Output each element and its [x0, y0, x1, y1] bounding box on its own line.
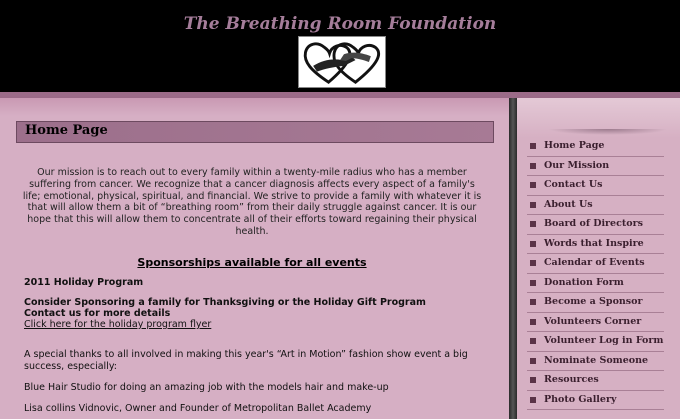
nav-label: Board of Directors [544, 218, 643, 229]
bullet-icon [530, 202, 536, 208]
nav-label: Calendar of Events [544, 257, 645, 268]
bullet-icon [530, 377, 536, 383]
nav-board-of-directors[interactable] [527, 215, 664, 235]
nav-label: Nominate Someone [544, 354, 649, 366]
bullet-icon [530, 280, 536, 286]
holiday-flyer-link[interactable]: Click here for the holiday program flyer [24, 319, 212, 330]
nav-words-that-inspire[interactable] [527, 235, 664, 255]
mission-statement: Our mission is to reach out to every family within a twenty-mile radius who has a member suffering from cancer. We recognize that a cancer diagnosis affects every aspect of a family's life; emotional, physical, spiritual, and financial. We strive to provide a family with whatever it is that will allow them a bit of “breathing room” from their daily struggle against cancer. It is our hope that this will allow them to concentrate all of their efforts toward regaining their physical health. [22, 167, 482, 237]
bullet-icon [530, 182, 536, 188]
sponsorships-heading: Sponsorships available for all events [137, 256, 367, 269]
nav-volunteers-corner[interactable] [527, 313, 664, 333]
contact-details-text: Contact us for more details [24, 308, 171, 319]
thanks-text-line-2: success, especially: [24, 361, 117, 372]
nav-nominate-someone[interactable] [527, 352, 664, 372]
two-hearts-hands-icon [299, 37, 385, 87]
nav-label: Words that Inspire [544, 237, 644, 249]
nav-our-mission[interactable] [527, 157, 664, 177]
nav-label: About Us [544, 198, 593, 210]
bullet-icon [530, 241, 536, 247]
bullet-icon [530, 143, 536, 149]
sidebar-shadow [548, 129, 668, 135]
nav-calendar-of-events[interactable] [527, 254, 664, 274]
holiday-program-heading: 2011 Holiday Program [24, 277, 144, 288]
sidebar-nav [527, 137, 664, 410]
nav-label: Donation Form [544, 276, 624, 288]
logo [298, 36, 386, 88]
nav-label: Become a Sponsor [544, 296, 643, 307]
thanks-text-line-1: A special thanks to all involved in making this year's “Art in Motion” fashion show event a big [24, 349, 468, 360]
nav-label: Volunteer Log in Form [544, 335, 664, 346]
nav-label: Resources [544, 374, 599, 385]
bullet-icon [530, 319, 536, 325]
nav-label: Contact Us [544, 179, 603, 190]
nav-home-page[interactable] [527, 137, 664, 157]
consider-sponsoring-text: Consider Sponsoring a family for Thanksgiving or the Holiday Gift Program [24, 297, 426, 308]
column-divider [509, 98, 517, 419]
blue-hair-studio-text: Blue Hair Studio for doing an amazing job with the models hair and make-up [24, 382, 389, 393]
page-title: Home Page [25, 123, 108, 138]
site-title: The Breathing Room Foundation [183, 14, 497, 34]
nav-become-a-sponsor[interactable] [527, 293, 664, 313]
nav-volunteer-log-in-form[interactable] [527, 332, 664, 352]
header [0, 0, 680, 92]
bullet-icon [530, 221, 536, 227]
bullet-icon [530, 163, 536, 169]
nav-label: Home Page [544, 140, 605, 151]
nav-photo-gallery[interactable] [527, 391, 664, 411]
bullet-icon [530, 299, 536, 305]
nav-contact-us[interactable] [527, 176, 664, 196]
lisa-collins-text: Lisa collins Vidnovic, Owner and Founder of Metropolitan Ballet Academy [24, 403, 372, 414]
nav-about-us[interactable] [527, 196, 664, 216]
nav-label: Our Mission [544, 159, 610, 171]
nav-label: Photo Gallery [544, 393, 617, 405]
bullet-icon [530, 358, 536, 364]
page-title-bar [16, 121, 494, 143]
nav-resources[interactable] [527, 371, 664, 391]
bullet-icon [530, 338, 536, 344]
bullet-icon [530, 397, 536, 403]
bullet-icon [530, 260, 536, 266]
nav-donation-form[interactable] [527, 274, 664, 294]
nav-label: Volunteers Corner [544, 315, 642, 327]
